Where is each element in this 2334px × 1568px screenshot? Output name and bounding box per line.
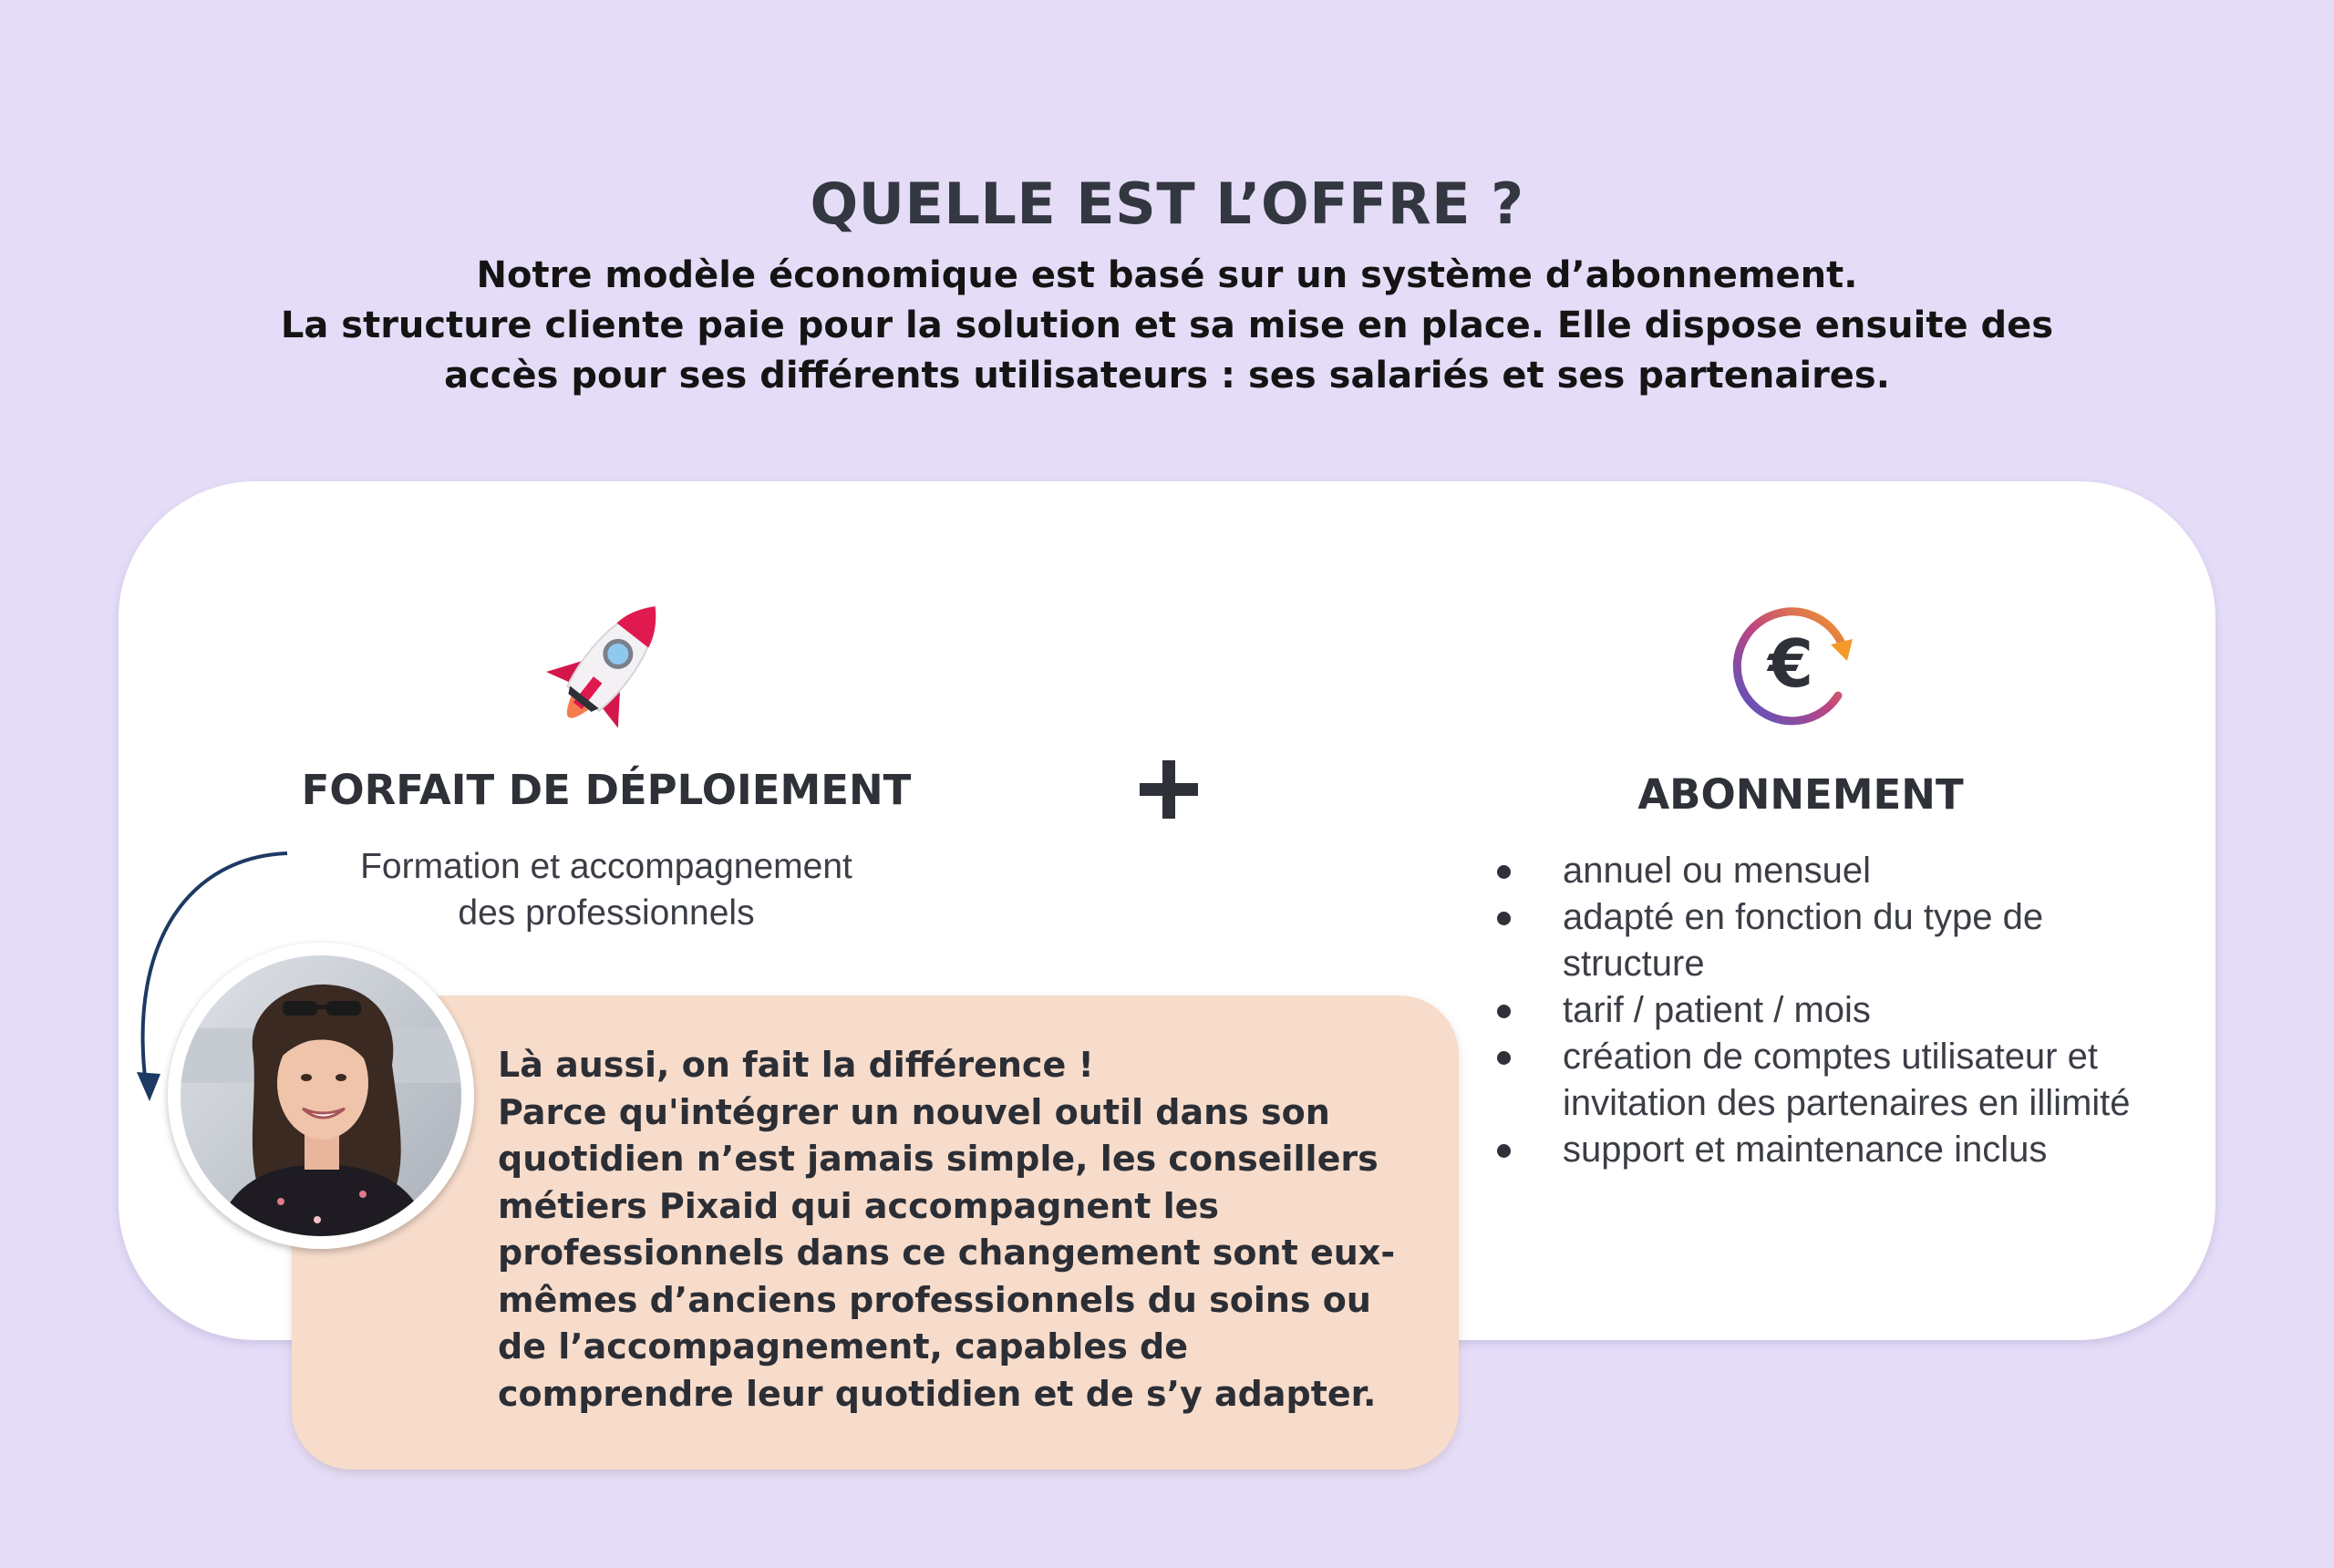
subscription-list: [1495, 848, 2152, 1173]
callout-lead: Là aussi, on fait la différence !: [498, 1045, 1094, 1085]
plus-icon: [1138, 758, 1200, 820]
deployment-description-line: des professionnels: [458, 893, 755, 933]
svg-text:€: €: [1767, 625, 1814, 702]
page-title: QUELLE EST L’OFFRE ?: [810, 170, 1524, 237]
intro-text: [255, 251, 2079, 401]
deployment-description: [301, 843, 912, 936]
avatar: [168, 943, 474, 1249]
subscription-item: support et maintenance inclus: [1495, 1127, 2152, 1173]
intro-line: La structure cliente paie pour la solution et sa mise en place. Elle dispose ensuite des: [280, 304, 2054, 346]
subscription-title: ABONNEMENT: [1637, 770, 1964, 819]
intro-line: Notre modèle économique est basé sur un système d’abonnement.: [476, 254, 1858, 296]
callout-text: [498, 1042, 1419, 1418]
euro-cycle-icon: [1714, 588, 1869, 743]
subscription-item: création de comptes utilisateur et invitation des partenaires en illimité: [1495, 1034, 2152, 1127]
rocket-icon: [527, 583, 691, 748]
subscription-item: annuel ou mensuel: [1495, 848, 2152, 894]
subscription-item: adapté en fonction du type de structure: [1495, 894, 2152, 987]
callout-body: Parce qu'intégrer un nouvel outil dans son quotidien n’est jamais simple, les conseillers métiers Pixaid qui accompagnent les professionnels dans ce changement sont eux-mêmes d’anciens professionnels du soins ou de l’accompagnement, capables de comprendre leur quotidien et de s’y adapter.: [498, 1091, 1396, 1414]
advisor-photo: [181, 955, 461, 1236]
subscription-item: tarif / patient / mois: [1495, 987, 2152, 1034]
intro-line: accès pour ses différents utilisateurs : ses salariés et ses partenaires.: [444, 355, 1890, 397]
deployment-title: FORFAIT DE DÉPLOIEMENT: [301, 766, 912, 814]
deployment-description-line: Formation et accompagnement: [360, 847, 852, 886]
